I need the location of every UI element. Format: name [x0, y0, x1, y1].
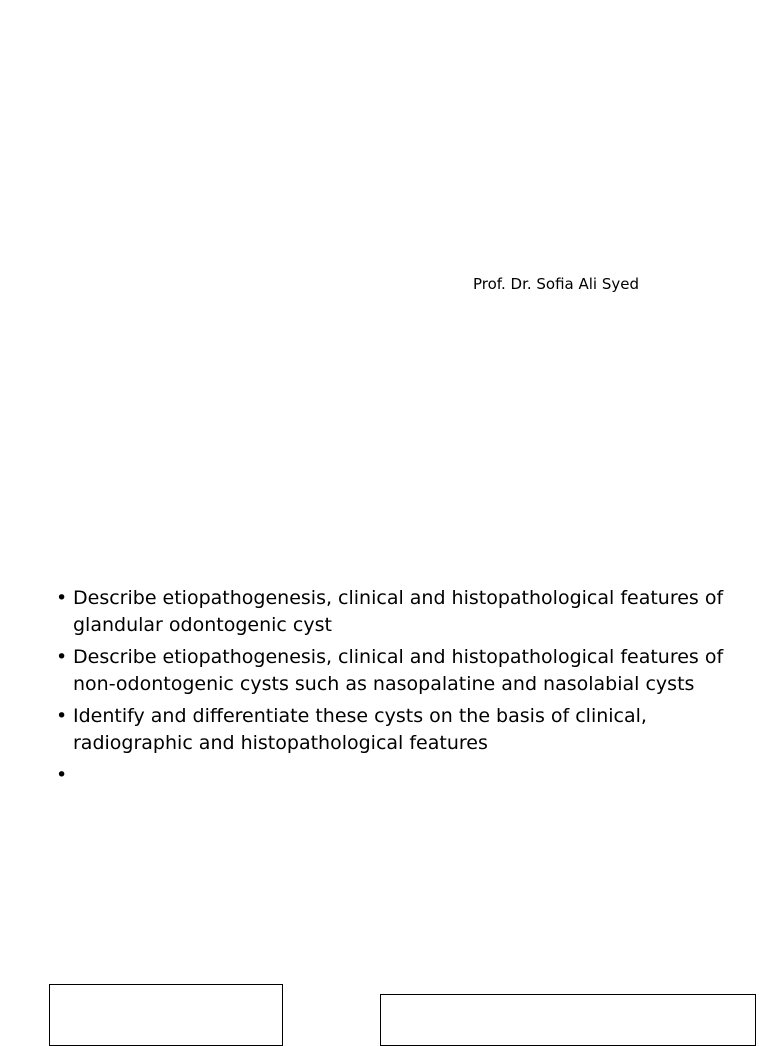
- objective-text: Describe etiopathogenesis, clinical and histopathological features of non-odontogenic cysts such as nasopalatine and nasolabial cysts: [73, 646, 724, 695]
- bullet-icon: •: [56, 764, 68, 786]
- bullet-icon: •: [56, 587, 68, 609]
- empty-box-left: [49, 984, 283, 1046]
- author-name: Prof. Dr. Sofia Ali Syed: [473, 275, 640, 293]
- objective-item: [56, 703, 756, 756]
- objectives-list: [56, 585, 756, 786]
- objective-item: [56, 644, 756, 697]
- bullet-icon: •: [56, 705, 68, 727]
- objective-item: [56, 585, 756, 638]
- objective-text: Identify and differentiate these cysts on the basis of clinical, radiographic and histopathological features: [73, 705, 647, 754]
- objective-text: Describe etiopathogenesis, clinical and histopathological features of glandular odontogenic cyst: [73, 587, 724, 636]
- bullet-icon: •: [56, 646, 68, 668]
- empty-box-right: [380, 994, 756, 1046]
